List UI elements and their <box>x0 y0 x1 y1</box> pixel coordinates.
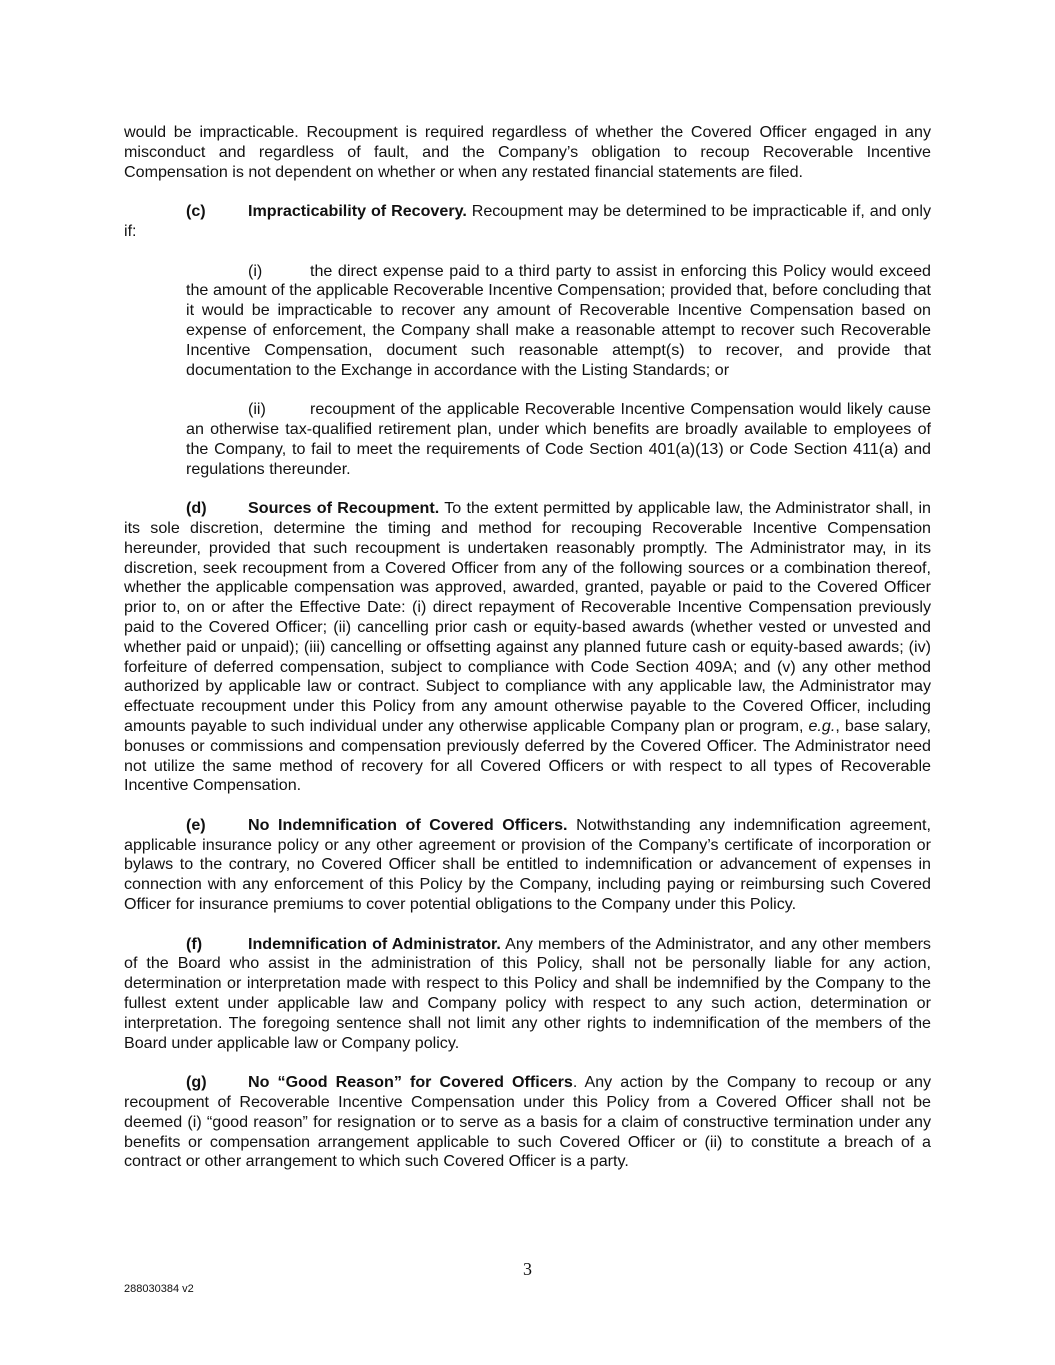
subsection-c-i <box>186 262 931 381</box>
section-c-text: Recoupment may be determined to be impracticable if, and only if: <box>124 202 932 240</box>
document-id: 288030384 v2 <box>124 1283 194 1295</box>
section-g <box>124 1073 931 1172</box>
paragraph-intro: would be impracticable. Recoupment is required regardless of whether the Covered Officer engaged in any misconduct and regardless of fault, and the Company’s obligation to recoup Recoverable Incentive Compensation is not dependent on whether or when any restated financial statements are filed. <box>124 123 931 181</box>
section-f-number: (f) <box>186 934 203 953</box>
section-f <box>124 935 931 1054</box>
subsection-c-i-number: (i) <box>248 261 263 280</box>
section-e-text: Notwithstanding any indemnification agreement, applicable insurance policy or any other agreement or provision of the Company’s certificate of incorporation or bylaws to the contrary, no Covered Officer shall be entitled to indemnification or advancement of expenses in connection with any enforcement of this Policy by the Company, including paying or reimbursing such Covered Officer for insurance premiums to cover potential obligations to the Company under this Policy. <box>124 815 931 914</box>
subsection-c-ii <box>186 400 931 479</box>
section-d <box>124 499 931 796</box>
section-d-number: (d) <box>186 499 207 518</box>
section-e-number: (e) <box>186 815 206 834</box>
section-e-heading: No Indemnification of Covered Officers. <box>248 815 568 834</box>
section-c <box>124 202 931 242</box>
section-d-eg: e.g. <box>808 716 836 735</box>
section-g-number: (g) <box>186 1073 207 1092</box>
subsection-c-ii-text: recoupment of the applicable Recoverable Incentive Compensation would likely cause an otherwise tax-qualified retirement plan, under which benefits are broadly available to employees of the Company, to fail to meet the requirements of Code Section 401(a)(13) or Code Section 411(a) and regulations thereunder. <box>186 400 931 478</box>
section-d-heading: Sources of Recoupment. <box>248 499 440 518</box>
section-d-text-b: , base salary, bonuses or commissions and compensation previously deferred by the Covered Officer. The Administrator need not utilize the same method of recovery for all Covered Officers or with respect to all types of Recoverable Incentive Compensation. <box>124 716 931 795</box>
subsection-c-i-text: the direct expense paid to a third party to assist in enforcing this Policy would exceed the amount of the applicable Recoverable Incentive Compensation; provided that, before concluding that it would be impracticable to recover any amount of Recoverable Incentive Compensation based on expense of enforcement, the Company shall make a reasonable attempt to recover such Recoverable Incentive Compensation, document such reasonable attempt(s) to recover, and provide that documentation to the Exchange in accordance with the Listing Standards; or <box>186 261 931 379</box>
section-f-heading: Indemnification of Administrator. <box>248 934 501 953</box>
section-c-number: (c) <box>186 202 206 221</box>
subsection-c-ii-number: (ii) <box>248 400 266 419</box>
section-c-heading: Impracticability of Recovery. <box>248 202 467 221</box>
section-f-text: Any members of the Administrator, and any other members of the Board who assist in the administration of this Policy, shall not be personally liable for any action, determination or interpretation made with respect to this Policy and shall be indemnified by the Company to the fullest extent under applicable law and Company policy with respect to any such action, determination or interpretation. The foregoing sentence shall not limit any other rights to indemnification of the members of the Board under applicable law or Company policy. <box>124 934 931 1052</box>
section-g-heading: No “Good Reason” for Covered Officers <box>248 1073 573 1092</box>
document-body <box>124 123 931 1172</box>
section-g-text: . Any action by the Company to recoup or any recoupment of Recoverable Incentive Compensation under this Policy from a Covered Officer shall not be deemed (i) “good reason” for resignation or to serve as a basis for a claim of constructive termination under any benefits or compensation arrangement applicable to such Covered Officer or (ii) to constitute a breach of a contract or other arrangement to which such Covered Officer is a party. <box>124 1073 931 1171</box>
section-d-text-a: To the extent permitted by applicable law, the Administrator shall, in its sole discretion, determine the timing and method for recouping Recoverable Incentive Compensation hereunder, provided that such recoupment is undertaken reasonably promptly. The Administrator may, in its discretion, seek recoupment from a Covered Officer from any of the following sources or a combination thereof, whether the applicable compensation was approved, awarded, granted, payable or paid to the Covered Officer prior to, on or after the Effective Date: (i) direct repayment of Recoverable Incentive Compensation previously paid to the Covered Officer; (ii) cancelling prior cash or equity-based awards (whether vested or unvested and whether paid or unpaid); (iii) cancelling or offsetting against any planned future cash or equity-based awards; (iv) forfeiture of deferred compensation, subject to compliance with Code Section 409A; and (v) any other method authorized by applicable law or contract. Subject to compliance with any applicable law, the Administrator may effectuate recoupment under this Policy from any amount otherwise payable to the Covered Officer, including amounts payable to such individual under any otherwise applicable Company plan or program, <box>124 499 931 735</box>
section-e <box>124 816 931 915</box>
page-number: 3 <box>523 1259 532 1279</box>
